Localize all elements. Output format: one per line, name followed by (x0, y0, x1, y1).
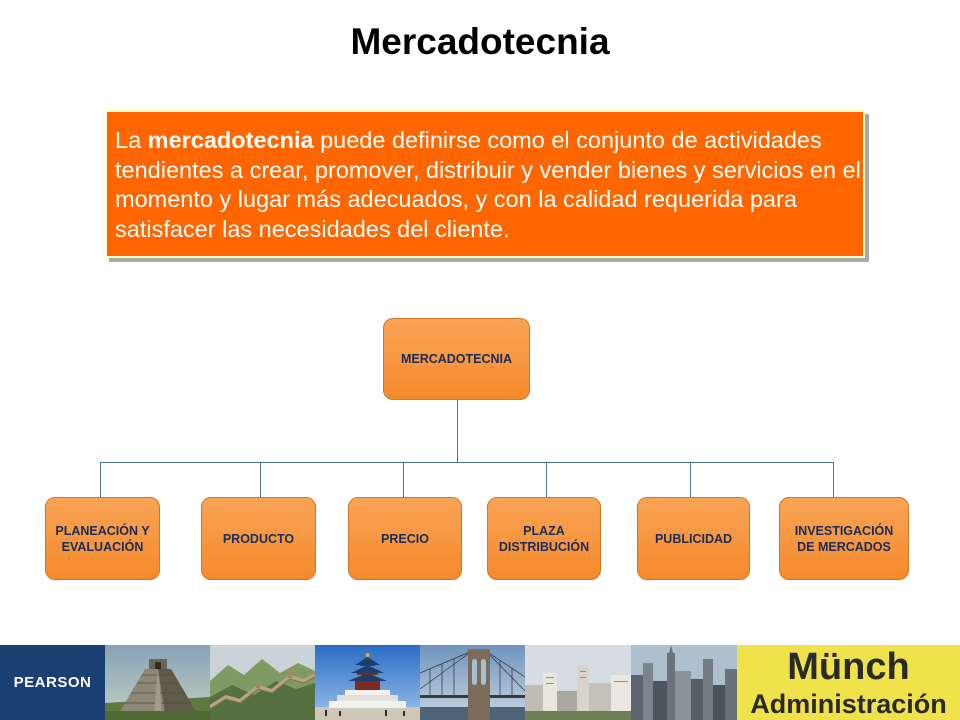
org-child-producto (201, 497, 316, 580)
org-child-label: INVESTIGACIÓN (794, 523, 894, 538)
org-child-planeacion (45, 497, 160, 580)
photo-temple (315, 645, 420, 720)
definition-prefix: La (115, 127, 148, 153)
org-child-label: PLAZA (523, 523, 565, 538)
photo-great-wall (210, 645, 315, 720)
definition-text (115, 126, 861, 244)
org-child-label: PRECIO (381, 531, 429, 546)
org-child-label: DE MERCADOS (797, 539, 891, 554)
photo-city (525, 645, 631, 720)
org-child-precio (348, 497, 462, 580)
photo-bridge (420, 645, 525, 720)
photo-skyline (631, 645, 737, 720)
book-title: Administración (750, 689, 947, 719)
org-child-investigacion (779, 497, 909, 580)
org-child-plaza (487, 497, 601, 580)
publisher-logo (0, 645, 105, 720)
publisher-logo-text: PEARSON (13, 674, 92, 691)
definition-box (105, 110, 865, 258)
book-author: Münch (787, 646, 910, 688)
org-root-label: MERCADOTECNIA (400, 352, 513, 366)
org-child-label: EVALUACIÓN (61, 539, 144, 554)
org-child-publicidad (637, 497, 750, 580)
book-brand (737, 645, 960, 720)
org-root-box (383, 318, 530, 400)
org-child-label: PRODUCTO (222, 531, 295, 546)
photo-pyramid (105, 645, 210, 720)
definition-term: mercadotecnia (147, 127, 314, 153)
slide-title: Mercadotecnia (350, 21, 610, 62)
org-child-label: PLANEACIÓN Y (55, 523, 150, 538)
definition-body: puede definirse como el conjunto de actividades tendientes a crear, promover, distribuir y vender bienes y servicios en el momento y lugar más adecuados, y con la calidad requerida para satisfacer las necesidades del cliente. (115, 127, 861, 242)
org-child-label: DISTRIBUCIÓN (498, 539, 590, 554)
org-child-label: PUBLICIDAD (654, 531, 733, 546)
footer-banner (0, 645, 960, 720)
org-chart-connectors (0, 398, 960, 500)
